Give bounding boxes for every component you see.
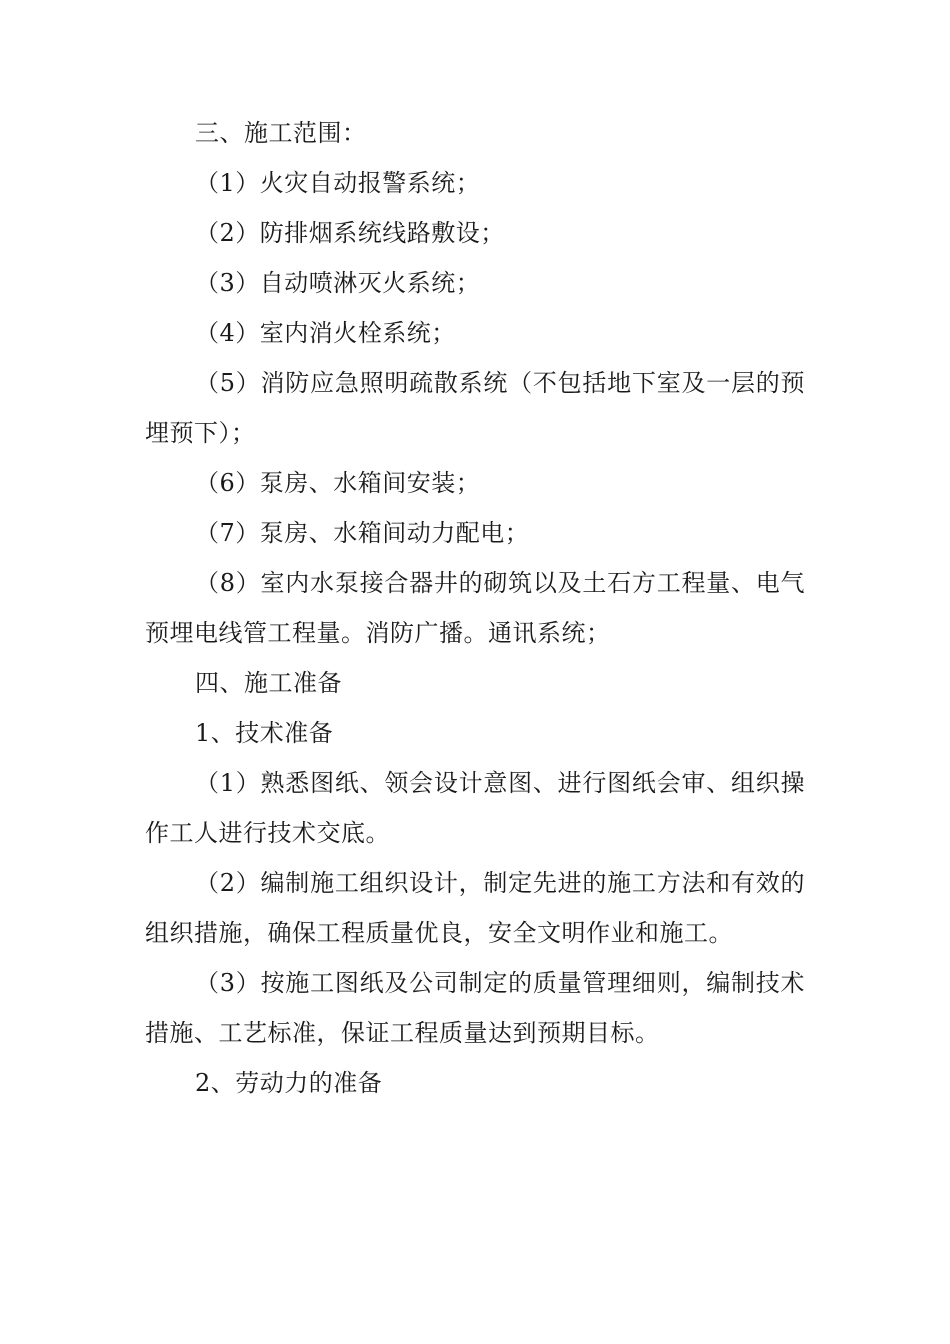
- document-body: [145, 108, 805, 1108]
- scope-item-3: （3）自动喷淋灭火系统；: [195, 269, 481, 297]
- scope-item-8: （8）室内水泵接合器井的砌筑以及土石方工程量、电气预埋电线管工程量。消防广播。通讯系统；: [145, 569, 805, 647]
- tech-item-1: （1）熟悉图纸、领会设计意图、进行图纸会审、组织操作工人进行技术交底。: [145, 769, 805, 847]
- scope-item-1: （1）火灾自动报警系统；: [195, 169, 481, 197]
- section-heading-scope: 三、施工范围：: [195, 119, 367, 147]
- tech-item-3: （3）按施工图纸及公司制定的质量管理细则，编制技术措施、工艺标准，保证工程质量达到预期目标。: [145, 969, 805, 1047]
- tech-item-2: （2）编制施工组织设计，制定先进的施工方法和有效的组织措施，确保工程质量优良，安全文明作业和施工。: [145, 869, 805, 947]
- scope-item-5: （5）消防应急照明疏散系统（不包括地下室及一层的预埋预下）；: [145, 369, 805, 447]
- scope-item-6: （6）泵房、水箱间安装；: [195, 469, 481, 497]
- section-heading-preparation: 四、施工准备: [195, 669, 342, 697]
- subsection-heading-technical: 1、技术准备: [195, 719, 334, 747]
- scope-item-7: （7）泵房、水箱间动力配电；: [195, 519, 530, 547]
- subsection-heading-labor: 2、劳动力的准备: [195, 1069, 383, 1097]
- scope-item-4: （4）室内消火栓系统；: [195, 319, 456, 347]
- scope-item-2: （2）防排烟系统线路敷设；: [195, 219, 505, 247]
